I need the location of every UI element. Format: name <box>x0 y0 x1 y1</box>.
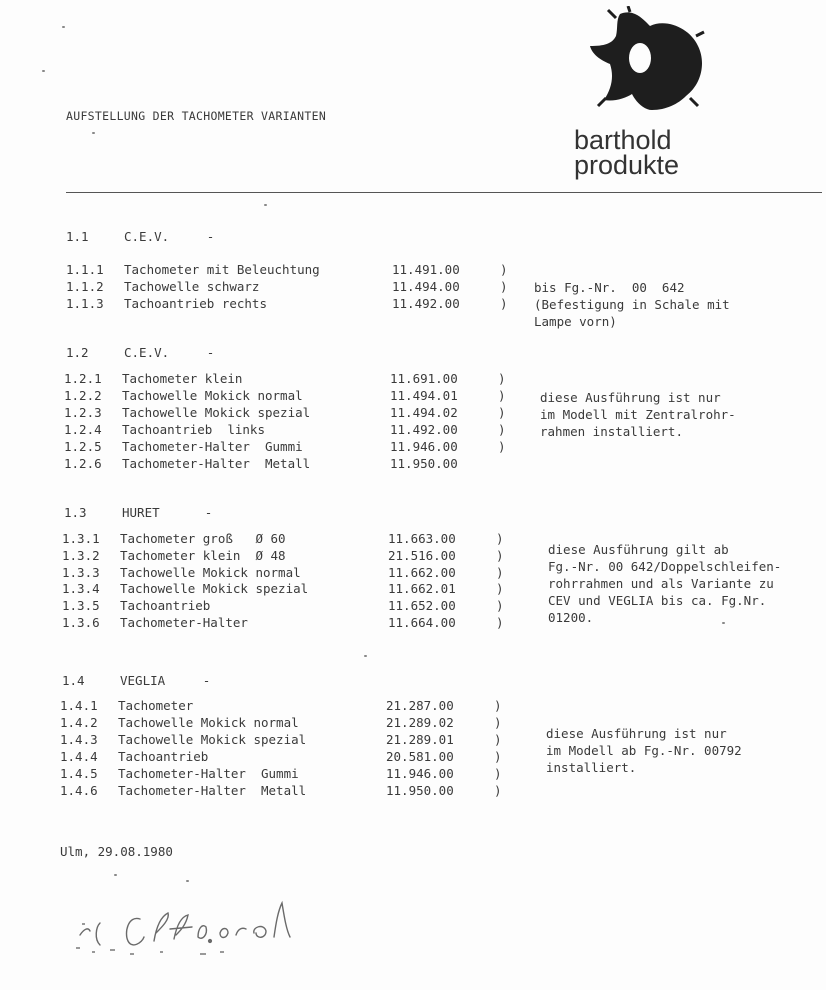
row-number: 1.4.4 <box>60 749 98 764</box>
row-description: Tachowelle Mokick normal <box>122 388 303 403</box>
section-number: 1.1 <box>66 229 89 244</box>
paper-speck <box>92 132 95 134</box>
place-and-date: Ulm, 29.08.1980 <box>60 844 173 859</box>
row-bracket: ) <box>496 565 504 580</box>
row-bracket: ) <box>496 548 504 563</box>
row-description: Tachometer-Halter Metall <box>118 783 307 798</box>
signature-icon <box>70 893 310 963</box>
section-name: C.E.V. - <box>124 229 215 244</box>
row-bracket: ) <box>494 749 502 764</box>
row-bracket: ) <box>498 439 506 454</box>
row-number: 1.4.6 <box>60 783 98 798</box>
section-name: VEGLIA - <box>120 673 211 688</box>
row-bracket: ) <box>498 405 506 420</box>
row-part-number: 11.691.00 <box>390 371 458 386</box>
row-bracket: ) <box>498 388 506 403</box>
section-note: diese Ausführung ist nur im Modell ab Fg.-Nr. 00792 installiert. <box>546 726 742 775</box>
row-part-number: 11.663.00 <box>388 531 456 546</box>
row-bracket: ) <box>496 531 504 546</box>
row-description: Tachowelle Mokick spezial <box>120 581 309 596</box>
document-title: AUFSTELLUNG DER TACHOMETER VARIANTEN <box>66 109 327 123</box>
row-description: Tachometer mit Beleuchtung <box>124 262 320 277</box>
row-number: 1.1.2 <box>66 279 104 294</box>
row-bracket: ) <box>494 732 502 747</box>
row-number: 1.3.5 <box>62 598 100 613</box>
row-description: Tachometer-Halter Gummi <box>122 439 303 454</box>
row-number: 1.3.2 <box>62 548 100 563</box>
row-part-number: 11.494.00 <box>392 279 460 294</box>
section-number: 1.4 <box>62 673 85 688</box>
paper-speck <box>722 622 725 624</box>
row-part-number: 11.950.00 <box>386 783 454 798</box>
row-bracket: ) <box>500 296 508 311</box>
row-description: Tachometer-Halter Gummi <box>118 766 299 781</box>
row-description: Tachowelle Mokick spezial <box>118 732 307 747</box>
row-part-number: 11.491.00 <box>392 262 460 277</box>
row-part-number: 11.946.00 <box>390 439 458 454</box>
row-bracket: ) <box>496 615 504 630</box>
row-bracket: ) <box>494 766 502 781</box>
row-bracket: ) <box>498 371 506 386</box>
row-number: 1.1.3 <box>66 296 104 311</box>
section-name: HURET - <box>122 505 213 520</box>
row-description: Tachowelle Mokick spezial <box>122 405 311 420</box>
row-bracket: ) <box>494 783 502 798</box>
row-part-number: 11.662.00 <box>388 565 456 580</box>
row-description: Tachoantrieb rechts <box>124 296 267 311</box>
row-description: Tachometer groß Ø 60 <box>120 531 286 546</box>
row-description: Tachoantrieb <box>118 749 209 764</box>
row-number: 1.2.1 <box>64 371 102 386</box>
row-part-number: 11.492.00 <box>390 422 458 437</box>
row-number: 1.3.3 <box>62 565 100 580</box>
row-part-number: 11.492.00 <box>392 296 460 311</box>
paper-speck <box>364 655 367 657</box>
row-number: 1.3.1 <box>62 531 100 546</box>
row-part-number: 11.494.02 <box>390 405 458 420</box>
row-bracket: ) <box>496 581 504 596</box>
row-number: 1.3.4 <box>62 581 100 596</box>
row-description: Tachometer klein <box>122 371 243 386</box>
header-divider <box>66 192 822 193</box>
row-part-number: 20.581.00 <box>386 749 454 764</box>
row-description: Tachometer-Halter <box>120 615 248 630</box>
section-note: diese Ausführung gilt ab Fg.-Nr. 00 642/Doppelschleifen- rohrrahmen und als Variante zu CEV und VEGLIA bis ca. Fg.Nr. 01200. <box>548 542 782 625</box>
row-part-number: 21.516.00 <box>388 548 456 563</box>
row-number: 1.4.1 <box>60 698 98 713</box>
section-note: diese Ausführung ist nur im Modell mit Zentralrohr- rahmen installiert. <box>540 390 736 439</box>
row-bracket: ) <box>500 262 508 277</box>
row-description: Tachometer-Halter Metall <box>122 456 311 471</box>
paper-speck <box>114 874 117 876</box>
row-part-number: 11.662.01 <box>388 581 456 596</box>
row-bracket: ) <box>494 698 502 713</box>
row-description: Tachometer <box>118 698 194 713</box>
row-part-number: 21.289.02 <box>386 715 454 730</box>
section-number: 1.2 <box>66 345 89 360</box>
row-part-number: 11.494.01 <box>390 388 458 403</box>
row-description: Tachowelle schwarz <box>124 279 260 294</box>
row-number: 1.2.5 <box>64 439 102 454</box>
fish-logo-icon <box>586 6 710 114</box>
row-number: 1.2.2 <box>64 388 102 403</box>
row-description: Tachoantrieb <box>120 598 211 613</box>
paper-speck <box>42 70 45 72</box>
row-part-number: 11.664.00 <box>388 615 456 630</box>
row-description: Tachowelle Mokick normal <box>118 715 299 730</box>
row-bracket: ) <box>494 715 502 730</box>
row-part-number: 21.287.00 <box>386 698 454 713</box>
row-description: Tachowelle Mokick normal <box>120 565 301 580</box>
row-number: 1.4.5 <box>60 766 98 781</box>
row-number: 1.3.6 <box>62 615 100 630</box>
row-description: Tachoantrieb links <box>122 422 265 437</box>
brand-line-1: barthold <box>574 125 672 155</box>
row-bracket: ) <box>498 422 506 437</box>
brand-line-2: produkte <box>574 150 680 180</box>
row-number: 1.2.4 <box>64 422 102 437</box>
section-note: bis Fg.-Nr. 00 642 (Befestigung in Schale mit Lampe vorn) <box>534 280 730 329</box>
row-part-number: 11.652.00 <box>388 598 456 613</box>
paper-speck <box>62 26 65 28</box>
row-part-number: 11.946.00 <box>386 766 454 781</box>
row-number: 1.2.6 <box>64 456 102 471</box>
section-number: 1.3 <box>64 505 87 520</box>
row-number: 1.4.3 <box>60 732 98 747</box>
row-bracket: ) <box>496 598 504 613</box>
row-number: 1.2.3 <box>64 405 102 420</box>
row-part-number: 21.289.01 <box>386 732 454 747</box>
row-number: 1.4.2 <box>60 715 98 730</box>
brand-wordmark <box>574 125 680 180</box>
row-part-number: 11.950.00 <box>390 456 458 471</box>
row-description: Tachometer klein Ø 48 <box>120 548 286 563</box>
paper-speck <box>264 204 267 206</box>
row-bracket: ) <box>500 279 508 294</box>
section-name: C.E.V. - <box>124 345 215 360</box>
row-number: 1.1.1 <box>66 262 104 277</box>
paper-speck <box>186 880 189 882</box>
